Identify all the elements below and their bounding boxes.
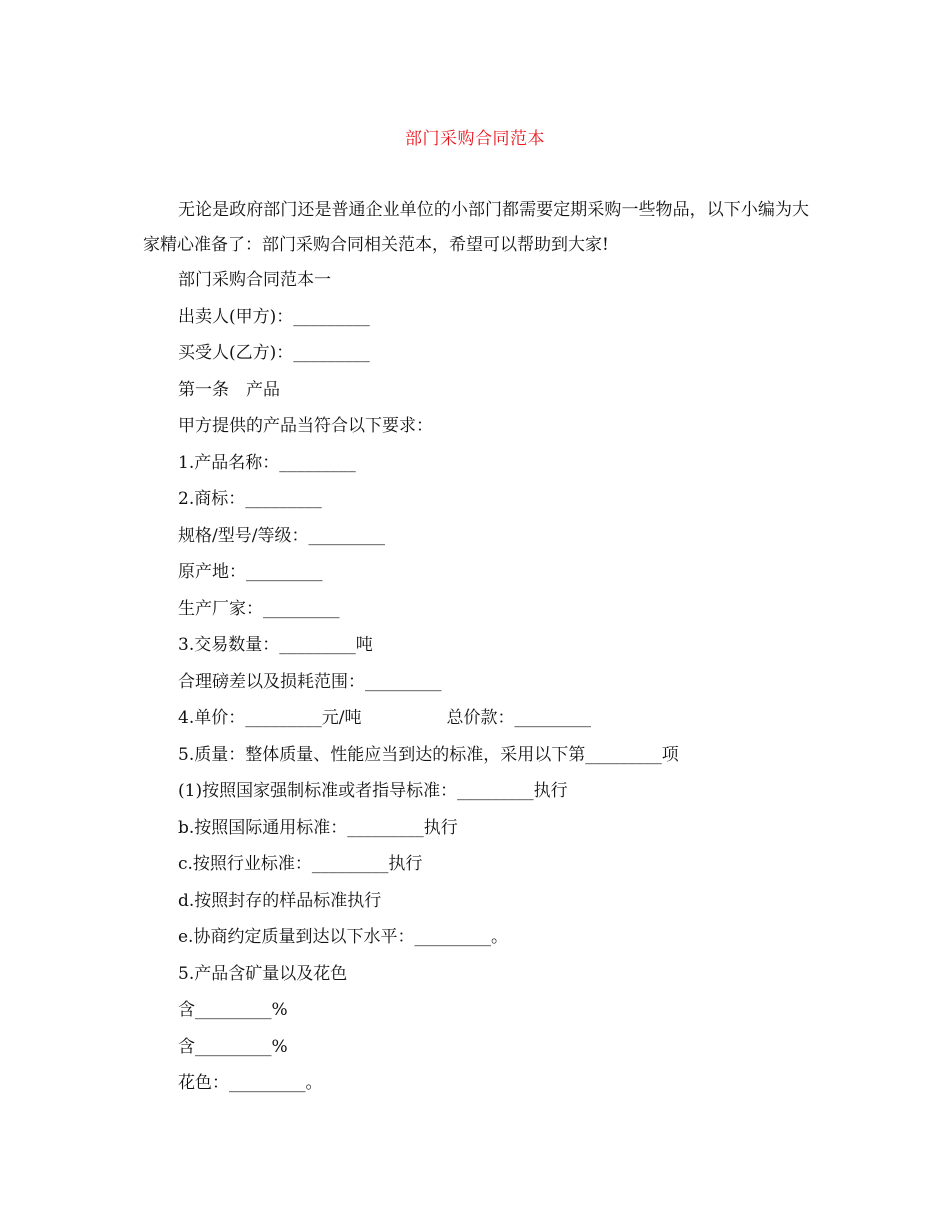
seller-field: 出卖人(甲方)：_________ (178, 306, 370, 327)
spec-field: 规格/型号/等级：_________ (178, 525, 385, 546)
intro-paragraph: 无论是政府部门还是普通企业单位的小部门都需要定期采购一些物品，以下小编为大家精心准备了：部门采购合同相关范本，希望可以帮助到大家! (143, 200, 809, 255)
buyer-field: 买受人(乙方)：_________ (178, 343, 370, 363)
trademark-field: 2.商标：_________ (178, 489, 322, 509)
price-field: 4.单价：_________元/吨 总价款：_________ (178, 708, 591, 728)
contract-body (178, 262, 818, 1102)
product-name-field: 1.产品名称：_________ (178, 452, 356, 473)
color-field: 花色：_________。 (178, 1073, 323, 1093)
document-title: 部门采购合同范本 (405, 129, 545, 149)
requirements-intro: 甲方提供的产品当符合以下要求： (178, 416, 433, 436)
content-field-1: 含_________% (178, 1000, 288, 1020)
article-one-heading: 第一条 产品 (178, 379, 280, 400)
national-standard-item: (1)按照国家强制标准或者指导标准：_________执行 (178, 781, 568, 801)
section-heading: 部门采购合同范本一 (178, 270, 331, 290)
industry-standard-item: c.按照行业标准：_________执行 (178, 854, 423, 874)
quantity-field: 3.交易数量：_________吨 (178, 635, 373, 655)
ore-content-heading: 5.产品含矿量以及花色 (178, 963, 348, 984)
manufacturer-field: 生产厂家：_________ (178, 598, 340, 619)
agreed-quality-item: e.协商约定质量到达以下水平：_________。 (178, 927, 508, 947)
content-field-2: 含_________% (178, 1036, 288, 1057)
origin-field: 原产地：_________ (178, 562, 323, 582)
tolerance-field: 合理磅差以及损耗范围：_________ (178, 671, 442, 692)
international-standard-item: b.按照国际通用标准：_________执行 (178, 817, 458, 838)
sample-standard-item: d.按照封存的样品标准执行 (178, 890, 382, 911)
quality-field: 5.质量：整体质量、性能应当到达的标准，采用以下第_________项 (178, 744, 679, 765)
